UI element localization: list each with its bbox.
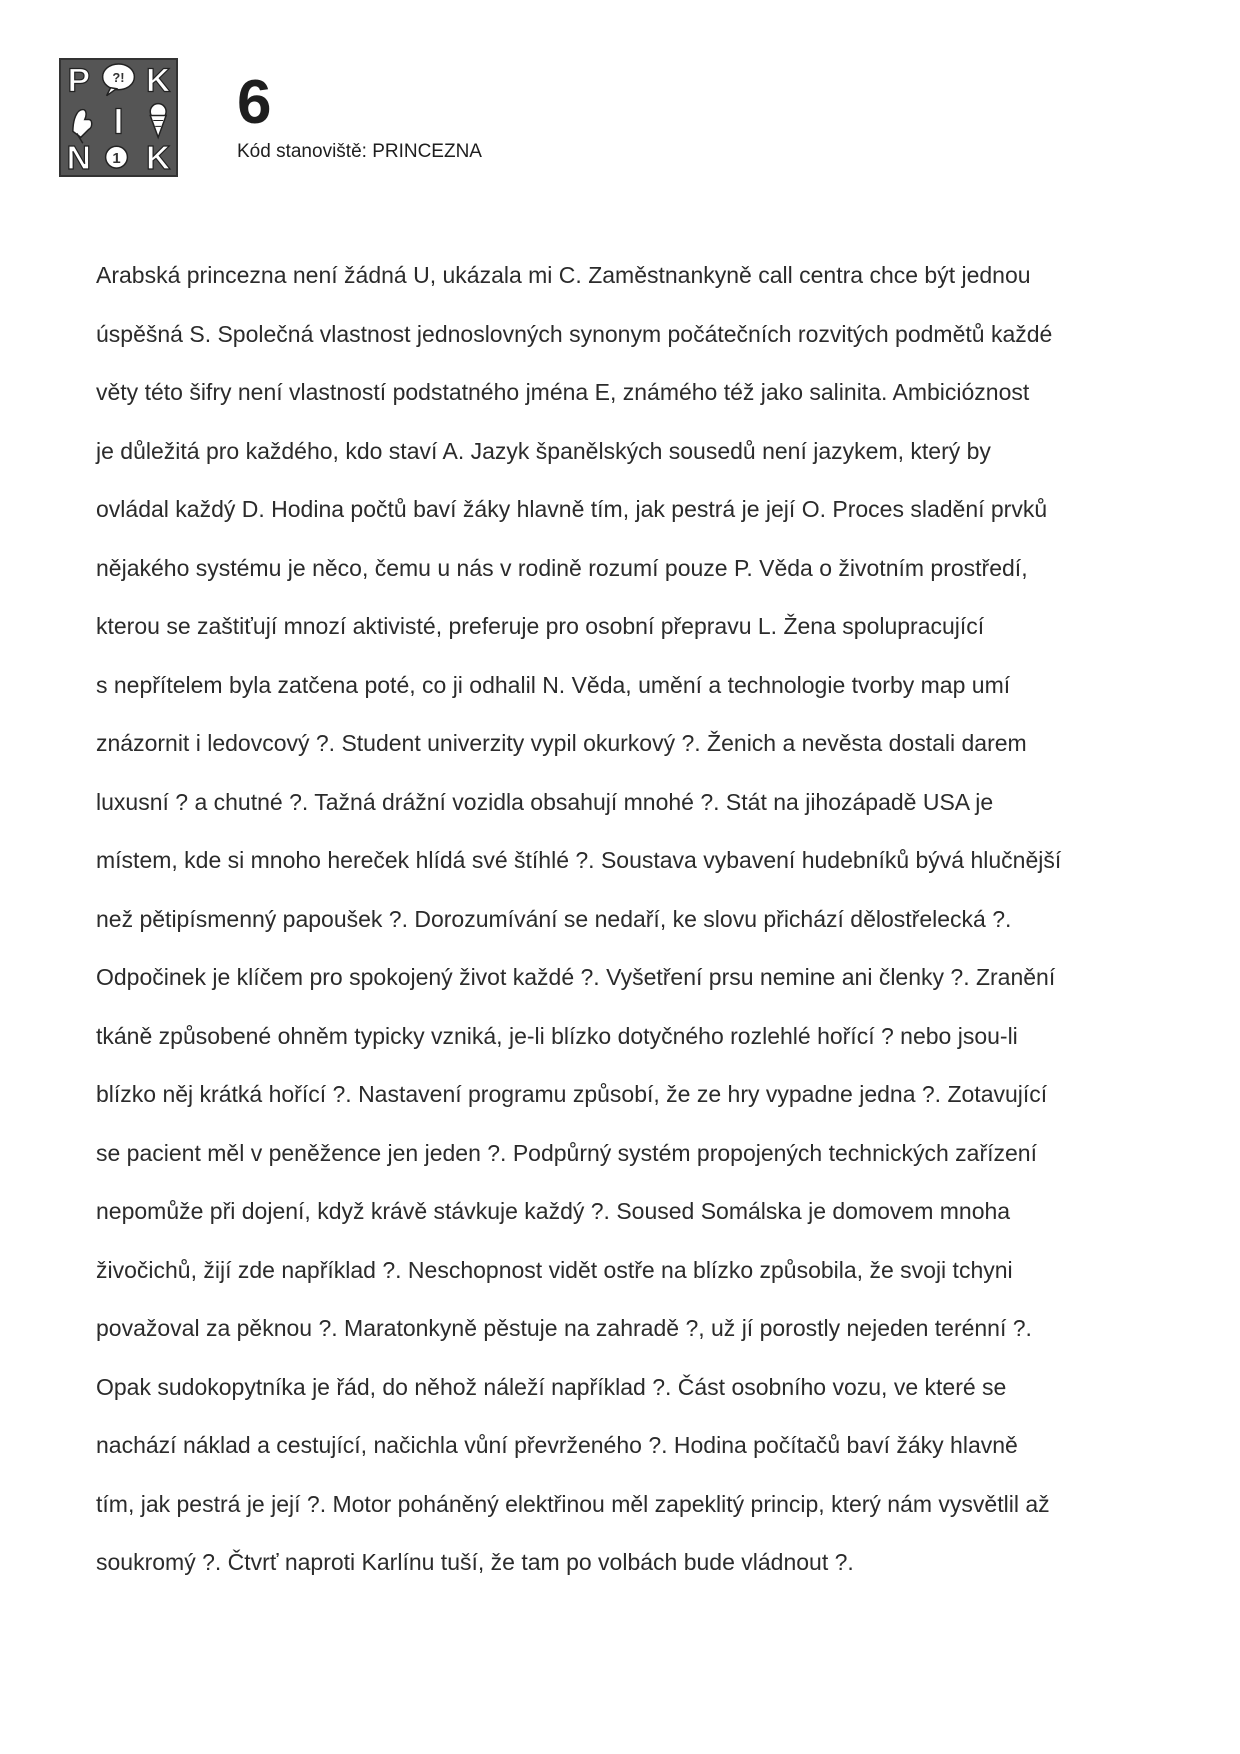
- text-line: živočichů, žijí zde například ?. Neschopnost vidět ostře na blízko způsobila, že svoji tchyni: [96, 1256, 1013, 1283]
- text-line: ovládal každý D. Hodina počtů baví žáky hlavně tím, jak pestrá je její O. Proces sladění prvků: [96, 496, 1048, 522]
- pokinok-logo: [59, 58, 178, 177]
- text-line: tím, jak pestrá je její ?. Motor poháněný elektřinou měl zapeklitý princip, který nám vysvětlil až: [96, 1490, 1050, 1517]
- text-line: s nepřítelem byla zatčena poté, co ji odhalil N. Věda, umění a technologie tvorby map umí: [96, 671, 1011, 698]
- text-line: nějakého systému je něco, čemu u nás v rodině rozumí pouze P. Věda o životním prostředí,: [96, 554, 1028, 581]
- text-line: znázornit i ledovcový ?. Student univerzity vypil okurkový ?. Ženich a nevěsta dostali darem: [96, 730, 1027, 756]
- text-line: Arabská princezna není žádná U, ukázala mi C. Zaměstnankyně call centra chce být jednou: [96, 262, 1031, 288]
- text-line: považoval za pěknou ?. Maratonkyně pěstuje na zahradě ?, už jí porostly nejeden terénní ?.: [96, 1315, 1032, 1341]
- number-badge: [106, 146, 128, 168]
- logo-letter-n: N: [66, 139, 92, 177]
- logo-letter-k-bottom: K: [145, 139, 171, 177]
- text-line: než pětipísmenný papoušek ?. Dorozumívání se nedaří, ke slovu přichází dělostřelecká ?.: [96, 905, 1012, 932]
- puzzle-text: [96, 246, 1166, 1592]
- text-line: blízko něj krátká hořící ?. Nastavení programu způsobí, že ze hry vypadne jedna ?. Zotavující: [96, 1081, 1048, 1107]
- station-code: Kód stanoviště: PRINCEZNA: [237, 141, 482, 162]
- text-line: luxusní ? a chutné ?. Tažná drážní vozidla obsahují mnohé ?. Stát na jihozápadě USA je: [96, 788, 994, 815]
- text-line: Odpočinek je klíčem pro spokojený život každé ?. Vyšetření prsu nemine ani členky ?. Zranění: [96, 964, 1056, 990]
- text-line: úspěšná S. Společná vlastnost jednoslovných synonym počátečních rozvitých podmětů každé: [96, 320, 1053, 347]
- text-line: místem, kde si mnoho hereček hlídá své štíhlé ?. Soustava vybavení hudebníků bývá hlučnější: [96, 847, 1062, 873]
- text-line: nepomůže při dojení, když krávě stávkuje každý ?. Soused Somálska je domovem mnoha: [96, 1198, 1011, 1224]
- logo-badge-number: 1: [112, 151, 121, 168]
- logo-letter-i: I: [113, 101, 124, 142]
- logo-letter-p: P: [67, 61, 91, 100]
- text-line: se pacient měl v peněžence jen jeden ?. Podpůrný systém propojených technických zařízení: [96, 1139, 1037, 1166]
- text-line: Opak sudokopytníka je řád, do něhož náleží například ?. Část osobního vozu, ve které se: [96, 1373, 1007, 1400]
- text-line: soukromý ?. Čtvrť naproti Karlínu tuší, že tam po volbách bude vládnout ?.: [96, 1549, 854, 1575]
- text-line: věty této šifry není vlastností podstatného jména E, známého též jako salinita. Ambicióznost: [96, 379, 1030, 405]
- text-line: kterou se zaštiťují mnozí aktivisté, preferuje pro osobní přepravu L. Žena spolupracující: [96, 613, 985, 639]
- text-line: tkáně způsobené ohněm typicky vzniká, je-li blízko dotyčného rozlehlé hořící ? nebo jsou-li: [96, 1022, 1018, 1049]
- text-line: nachází náklad a cestující, načichla vůní převrženého ?. Hodina počítačů baví žáky hlavně: [96, 1432, 1018, 1458]
- logo-letter-k-top: K: [145, 61, 171, 100]
- svg-text:?!: ?!: [112, 69, 125, 85]
- station-number: 6: [237, 68, 272, 137]
- text-line: je důležitá pro každého, kdo staví A. Jazyk španělských sousedů není jazykem, který by: [96, 437, 991, 464]
